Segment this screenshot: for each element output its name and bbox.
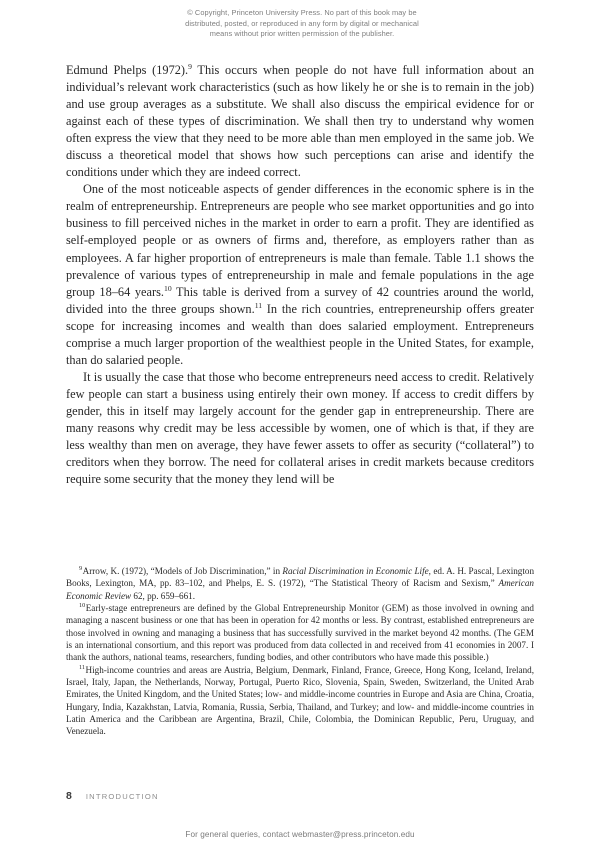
text-run: ed. A. H. Pascal, Lexington Books, Lexington, MA, pp. 83–102, and Phelps, E. S. (1972), “The Statistical Theory of Racism and Sexism,” [66, 566, 535, 589]
text-run: It is usually the case that those who become entrepreneurs need access to credit. Relatively few people can start a business using entirely their own money. If access to credit differs by gender, this in itself may largely account for the gender gap in entrepreneurship. There are many reasons why credit may be less accessible by women, one of which is that, if they are less wealthy than men on average, they have fewer assets to offer as security (“collateral”) to creditors when they borrow. The need for collateral arises in credit markets because creditors require some security that the money they lend will be [66, 369, 534, 487]
citation-title: Racial Discrimination in Economic Life, [282, 566, 431, 576]
para-credit [66, 369, 534, 488]
footnote-9 [66, 565, 534, 602]
page-number: 8 [66, 790, 72, 802]
text-run: High-income countries and areas are Austria, Belgium, Denmark, Finland, France, Greece, Hong Kong, Iceland, Ireland, Israel, Italy, Japan, the Netherlands, Norway, Portugal, Puerto Rico, Slovenia, Spain, Sweden, Switzerland, the United Arab Emirates, the United Kingdom, and the United States; low- and middle-income countries in Europe and Asia are China, Croatia, Hungary, India, Kazakhstan, Latvia, Romania, Russia, Serbia, Thailand, and Turkey; and low- and middle-income countries in Latin America and the Caribbean are Argentina, Brazil, Chile, Colombia, the Dominican Republic, Peru, Uruguay, and Venezuela. [66, 664, 534, 737]
copyright-line: © Copyright, Princeton University Press. No part of this book may be [187, 8, 417, 17]
text-run: 62, pp. 659–661. [131, 590, 195, 601]
general-queries-footer: For general queries, contact webmaster@press.princeton.edu [185, 830, 415, 839]
footnote-reference[interactable]: 9 [188, 61, 192, 71]
text-run: Early-stage entrepreneurs are defined by the Global Entrepreneurship Monitor (GEM) as those involved in owning and managing a nascent business or one that has been in operation for 42 months or less. By contrast, established entrepreneurs are those involved in owning and managing a business that has successfully survived in the market beyond 42 months. (The GEM is an international consortium, and this report was produced from data collected in and received from 41 economies in 2007. I thank the authors, national teams, researchers, funding bodies, and other contributors who have made this possible.) [66, 603, 534, 663]
text-run: In the rich countries, entrepreneurship offers greater scope for increasing incomes and wealth than does salaried employment. Entrepreneurs comprise a much larger proportion of the wealthiest people in the United States, for example, than do salaried people. [66, 301, 534, 367]
running-head: INTRODUCTION [85, 792, 159, 801]
copyright-line: means without prior written permission of the publisher. [209, 29, 395, 39]
text-run: This occurs when people do not have full information about an individual’s relevant work characteristics (such as how likely he or she is to remain in the job) and use group averages as a substitute. We shall also discuss the empirical evidence for or against each of these types of discrimination. We shall then try to understand why women often express the view that they need to be more able than men employed in the same job. We discuss a theoretical model that shows how such perceptions can arise and identify the conditions under which they are indeed correct. [66, 63, 534, 180]
footnote-10 [66, 602, 534, 664]
text-run: Edmund Phelps (1972). [66, 63, 189, 77]
text-run: Arrow, K. (1972), “Models of Job Discrimination,” in [82, 566, 283, 576]
text-run: One of the most noticeable aspects of gender differences in the economic sphere is in the realm of entrepreneurship. Entrepreneurs are people who see market opportunities and go into business to fill perceived niches in the market in order to earn a profit. They are identified as self-employed people or as owners of firms and, therefore, as employers rather than as employees. A far higher proportion of entrepreneurs is male than female. Table 1.1 shows the prevalence of various types of entrepreneurship in male and female populations in the age group 18–64 years. [66, 182, 534, 299]
page-foot [66, 790, 159, 802]
citation-title: American Economic Review [66, 578, 534, 601]
footnote-marker: 11 [79, 663, 85, 671]
para-discrimination [66, 62, 534, 181]
text-run: This table is derived from a survey of 42 countries around the world, divided into the three groups shown. [66, 284, 534, 316]
para-entrepreneurship [66, 181, 534, 369]
footnote-reference[interactable]: 11 [254, 300, 263, 310]
footnote-11 [66, 664, 534, 738]
footnote-marker: 9 [79, 564, 83, 572]
body-text [66, 62, 534, 488]
footnotes-section [66, 565, 534, 738]
copyright-notice [137, 8, 467, 40]
footnote-marker: 10 [79, 601, 86, 609]
footnote-reference[interactable]: 10 [164, 283, 172, 293]
copyright-line: distributed, posted, or reproduced in any form by digital or mechanical [185, 18, 419, 28]
